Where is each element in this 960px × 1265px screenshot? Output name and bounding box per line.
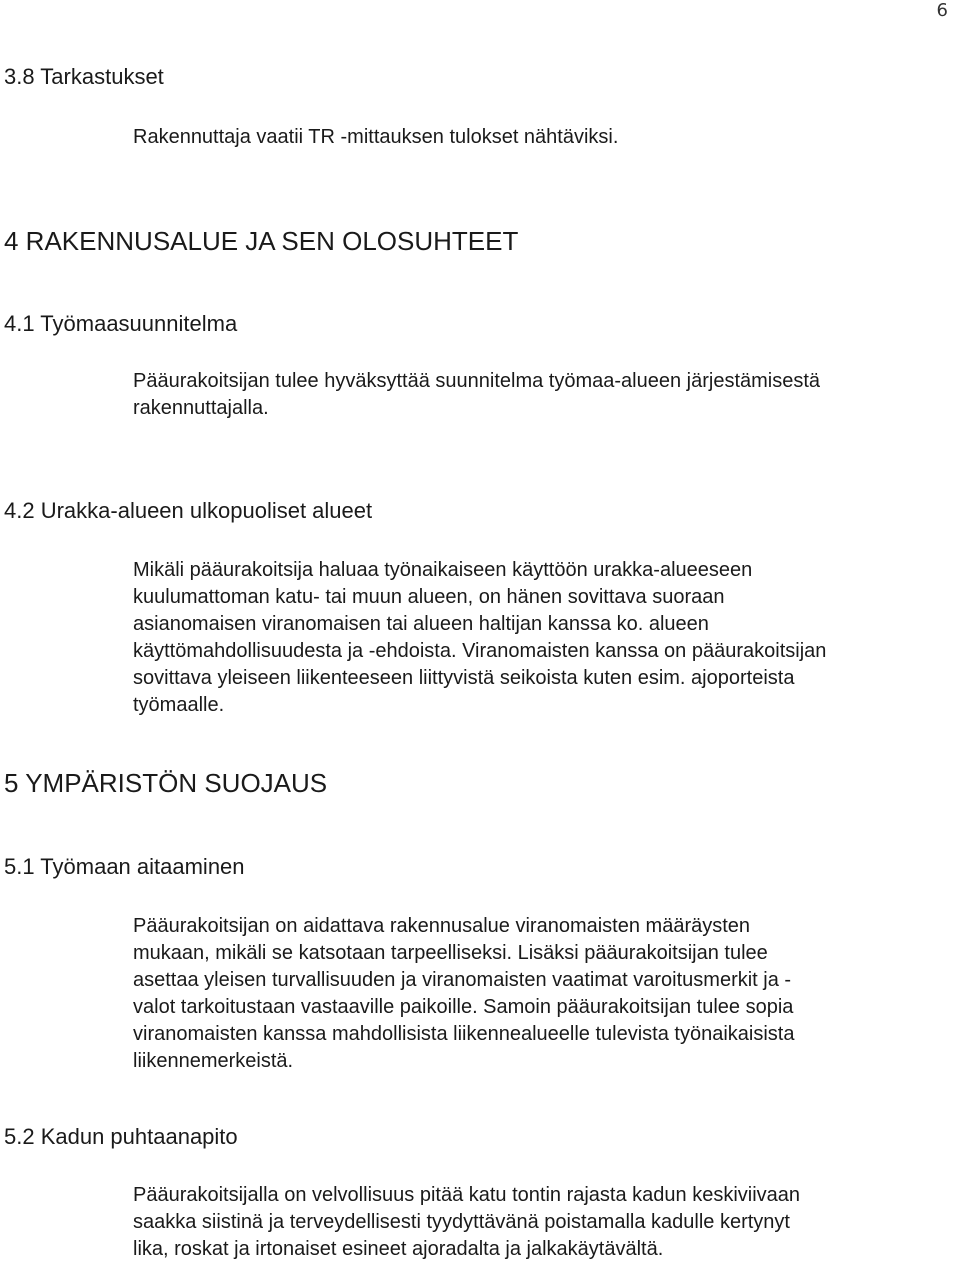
paragraph-line: työmaalle. (133, 694, 225, 716)
paragraph-line: kuulumattoman katu- tai muun alueen, on hänen sovittava suoraan (133, 586, 725, 608)
heading-5-ymparistön-suojaus: 5 YMPÄRISTÖN SUOJAUS (4, 768, 328, 798)
paragraph-line: Pääurakoitsijalla on velvollisuus pitää katu tontin rajasta kadun keskiviivaan (133, 1184, 801, 1206)
paragraph-line: Pääurakoitsijan on aidattava rakennusalue viranomaisten määräysten (133, 915, 751, 937)
paragraph-5-2 (133, 1182, 957, 1263)
page-number: 6 (936, 0, 948, 21)
paragraph-line: Rakennuttaja vaatii TR -mittauksen tulokset nähtäviksi. (133, 126, 619, 148)
paragraph-line: Mikäli pääurakoitsija haluaa työnaikaiseen käyttöön urakka-alueeseen (133, 559, 753, 581)
paragraph-line: valot tarkoitustaan vastaaville paikoille. Samoin pääurakoitsijan tulee sopia (133, 996, 794, 1018)
paragraph-line: viranomaisten kanssa mahdollisista liikennealueelle tulevista työnaikaisista (133, 1023, 795, 1045)
paragraph-3-8 (133, 124, 957, 151)
paragraph-line: käyttömahdollisuudesta ja -ehdoista. Viranomaisten kanssa on pääurakoitsijan (133, 640, 827, 662)
paragraph-line: mukaan, mikäli se katsotaan tarpeelliseksi. Lisäksi pääurakoitsijan tulee (133, 942, 768, 964)
heading-4-1-tyomaasuunnitelma: 4.1 Työmaasuunnitelma (4, 311, 238, 336)
heading-5-1-tyomaan-aitaaminen: 5.1 Työmaan aitaaminen (4, 854, 245, 879)
paragraph-line: sovittava yleiseen liikenteeseen liittyvistä seikoista kuten esim. ajoporteista (133, 667, 795, 689)
paragraph-line: Pääurakoitsijan tulee hyväksyttää suunnitelma työmaa-alueen järjestämisestä (133, 370, 821, 392)
heading-5-2-kadun-puhtaanapito: 5.2 Kadun puhtaanapito (4, 1124, 238, 1149)
paragraph-line: liikennemerkeistä. (133, 1050, 294, 1072)
heading-4-rakennusalue: 4 RAKENNUSALUE JA SEN OLOSUHTEET (4, 226, 519, 256)
paragraph-line: lika, roskat ja irtonaiset esineet ajoradalta ja jalkakäytävältä. (133, 1238, 664, 1260)
paragraph-line: saakka siistinä ja terveydellisesti tyydyttävänä poistamalla kadulle kertynyt (133, 1211, 790, 1233)
heading-4-2-urakka-alueen-ulkopuoliset: 4.2 Urakka-alueen ulkopuoliset alueet (4, 498, 373, 523)
paragraph-5-1 (133, 913, 957, 1075)
paragraph-4-2 (133, 557, 957, 719)
paragraph-line: asianomaisen viranomaisen tai alueen haltijan kanssa ko. alueen (133, 613, 709, 635)
paragraph-4-1 (133, 368, 957, 422)
heading-3-8-tarkastukset: 3.8 Tarkastukset (4, 64, 164, 89)
paragraph-line: asettaa yleisen turvallisuuden ja viranomaisten vaatimat varoitusmerkit ja - (133, 969, 792, 991)
paragraph-line: rakennuttajalla. (133, 397, 269, 419)
